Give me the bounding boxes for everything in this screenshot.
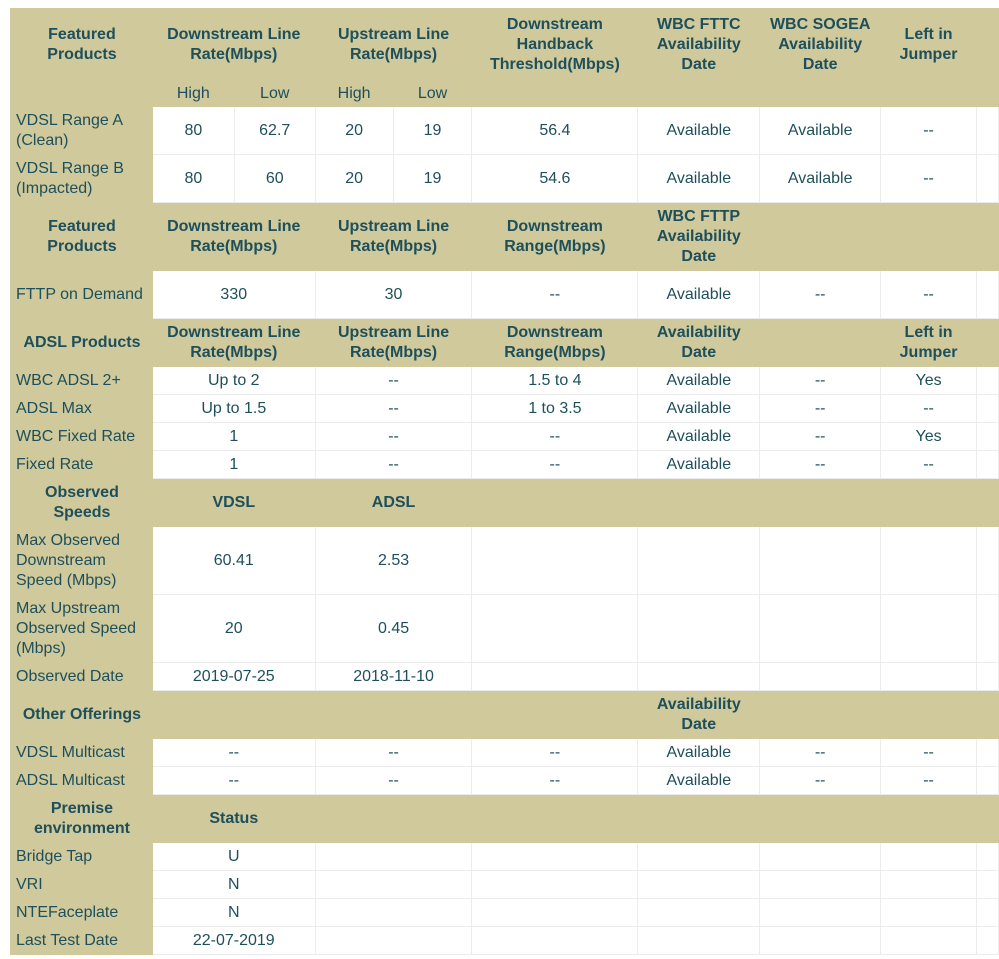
premise-header-row — [11, 795, 999, 843]
cell-col6: -- — [760, 767, 881, 795]
table-row — [11, 527, 999, 595]
cell-col7: -- — [881, 271, 977, 319]
cell-range: -- — [472, 451, 638, 479]
col-header-sogea-availability: WBC SOGEA Availability Date — [760, 9, 881, 81]
cell-status: 22-07-2019 — [152, 927, 315, 955]
col-header-fttp-availability: WBC FTTP Availability Date — [638, 203, 760, 271]
table-row — [11, 595, 999, 663]
vdsl-header-row — [11, 9, 999, 81]
cell-upstream: -- — [315, 367, 472, 395]
cell-status: U — [152, 843, 315, 871]
table-row — [11, 367, 999, 395]
cell-upstream: -- — [315, 423, 472, 451]
cell-us-high: 20 — [315, 155, 393, 203]
subheader-us-high: High — [315, 81, 393, 107]
col-header-other-offerings: Other Offerings — [11, 691, 153, 739]
cell-jumper: -- — [881, 155, 977, 203]
cell-downstream: Up to 2 — [152, 367, 315, 395]
cell-range: -- — [472, 739, 638, 767]
row-label: Observed Date — [11, 663, 153, 691]
row-label: Max Upstream Observed Speed (Mbps) — [11, 595, 153, 663]
table-row — [11, 871, 999, 899]
cell-availability: Available — [638, 739, 760, 767]
cell-range: -- — [472, 767, 638, 795]
cell-availability: Available — [638, 451, 760, 479]
col-header-downstream-line-rate: Downstream Line Rate(Mbps) — [152, 9, 315, 81]
table-row — [11, 395, 999, 423]
table-row — [11, 899, 999, 927]
cell-jumper: -- — [881, 107, 977, 155]
cell-col6: -- — [760, 423, 881, 451]
col-header-adsl: ADSL — [315, 479, 472, 527]
table-row — [11, 271, 999, 319]
col-header-adsl-products: ADSL Products — [11, 319, 153, 367]
cell-col7: -- — [881, 767, 977, 795]
cell-downstream: 330 — [152, 271, 315, 319]
cell-ds-high: 80 — [152, 155, 234, 203]
cell-range: -- — [472, 423, 638, 451]
row-label: ADSL Multicast — [11, 767, 153, 795]
adsl-header-row — [11, 319, 999, 367]
cell-col6: -- — [760, 367, 881, 395]
table-row — [11, 155, 999, 203]
cell-availability: Available — [638, 423, 760, 451]
cell-fttc: Available — [638, 107, 760, 155]
col-header-left-in-jumper: Left in Jumper — [881, 9, 977, 81]
col-header-featured-products: Featured Products — [11, 203, 153, 271]
cell-jumper: Yes — [881, 423, 977, 451]
cell-threshold: 56.4 — [472, 107, 638, 155]
cell-status: N — [152, 871, 315, 899]
table-row — [11, 843, 999, 871]
cell-availability: Available — [638, 395, 760, 423]
cell-downstream: Up to 1.5 — [152, 395, 315, 423]
row-label: NTEFaceplate — [11, 899, 153, 927]
cell-col6: -- — [760, 451, 881, 479]
cell-ds-low: 60 — [234, 155, 315, 203]
cell-status: N — [152, 899, 315, 927]
cell-jumper: -- — [881, 395, 977, 423]
cell-upstream: -- — [315, 395, 472, 423]
cell-upstream: -- — [315, 739, 472, 767]
row-label: VDSL Range B (Impacted) — [11, 155, 153, 203]
table-row — [11, 107, 999, 155]
col-header-downstream-line-rate: Downstream Line Rate(Mbps) — [152, 203, 315, 271]
col-header-downstream-line-rate: Downstream Line Rate(Mbps) — [152, 319, 315, 367]
cell-availability: Available — [638, 271, 760, 319]
table-row — [11, 423, 999, 451]
cell-ds-high: 80 — [152, 107, 234, 155]
cell-ds-low: 62.7 — [234, 107, 315, 155]
cell-adsl: 0.45 — [315, 595, 472, 663]
fttp-header-row — [11, 203, 999, 271]
cell-downstream: -- — [152, 767, 315, 795]
cell-range: -- — [472, 271, 638, 319]
cell-sogea: Available — [760, 107, 881, 155]
row-label: Max Observed Downstream Speed (Mbps) — [11, 527, 153, 595]
cell-downstream: -- — [152, 739, 315, 767]
other-header-row — [11, 691, 999, 739]
col-header-upstream-line-rate: Upstream Line Rate(Mbps) — [315, 319, 472, 367]
cell-upstream: -- — [315, 767, 472, 795]
cell-jumper: Yes — [881, 367, 977, 395]
col-header-upstream-line-rate: Upstream Line Rate(Mbps) — [315, 9, 472, 81]
col-header-featured-products: Featured Products — [11, 9, 153, 81]
cell-availability: Available — [638, 367, 760, 395]
cell-jumper: -- — [881, 451, 977, 479]
subheader-ds-low: Low — [234, 81, 315, 107]
row-label: VDSL Range A (Clean) — [11, 107, 153, 155]
row-label: WBC Fixed Rate — [11, 423, 153, 451]
cell-fttc: Available — [638, 155, 760, 203]
row-label: FTTP on Demand — [11, 271, 153, 319]
cell-us-low: 19 — [393, 155, 472, 203]
row-label: VDSL Multicast — [11, 739, 153, 767]
col-header-availability-date: Availability Date — [638, 691, 760, 739]
cell-adsl: 2018-11-10 — [315, 663, 472, 691]
cell-col6: -- — [760, 739, 881, 767]
cell-threshold: 54.6 — [472, 155, 638, 203]
cell-col6: -- — [760, 271, 881, 319]
cell-range: 1 to 3.5 — [472, 395, 638, 423]
observed-header-row — [11, 479, 999, 527]
row-label: WBC ADSL 2+ — [11, 367, 153, 395]
table-row — [11, 663, 999, 691]
broadband-availability-table — [10, 8, 999, 955]
cell-upstream: 30 — [315, 271, 472, 319]
cell-vdsl: 60.41 — [152, 527, 315, 595]
col-header-status: Status — [152, 795, 315, 843]
row-label: ADSL Max — [11, 395, 153, 423]
table-row — [11, 451, 999, 479]
col-header-fttc-availability: WBC FTTC Availability Date — [638, 9, 760, 81]
cell-availability: Available — [638, 767, 760, 795]
table-row — [11, 927, 999, 955]
row-label: VRI — [11, 871, 153, 899]
col-header-handback-threshold: Downstream Handback Threshold(Mbps) — [472, 9, 638, 81]
subheader-ds-high: High — [152, 81, 234, 107]
cell-col6: -- — [760, 395, 881, 423]
row-label: Fixed Rate — [11, 451, 153, 479]
col-header-availability-date: Availability Date — [638, 319, 760, 367]
vdsl-subheader-row — [11, 81, 999, 107]
col-header-downstream-range: Downstream Range(Mbps) — [472, 203, 638, 271]
cell-vdsl: 2019-07-25 — [152, 663, 315, 691]
col-header-premise-environment: Premise environment — [11, 795, 153, 843]
col-header-observed-speeds: Observed Speeds — [11, 479, 153, 527]
subheader-us-low: Low — [393, 81, 472, 107]
row-label: Last Test Date — [11, 927, 153, 955]
cell-adsl: 2.53 — [315, 527, 472, 595]
table-row — [11, 767, 999, 795]
cell-sogea: Available — [760, 155, 881, 203]
cell-range: 1.5 to 4 — [472, 367, 638, 395]
col-header-downstream-range: Downstream Range(Mbps) — [472, 319, 638, 367]
col-header-upstream-line-rate: Upstream Line Rate(Mbps) — [315, 203, 472, 271]
cell-downstream: 1 — [152, 423, 315, 451]
col-header-vdsl: VDSL — [152, 479, 315, 527]
row-label: Bridge Tap — [11, 843, 153, 871]
cell-col7: -- — [881, 739, 977, 767]
cell-downstream: 1 — [152, 451, 315, 479]
cell-us-low: 19 — [393, 107, 472, 155]
cell-upstream: -- — [315, 451, 472, 479]
table-row — [11, 739, 999, 767]
cell-us-high: 20 — [315, 107, 393, 155]
cell-vdsl: 20 — [152, 595, 315, 663]
col-header-left-in-jumper: Left in Jumper — [881, 319, 977, 367]
